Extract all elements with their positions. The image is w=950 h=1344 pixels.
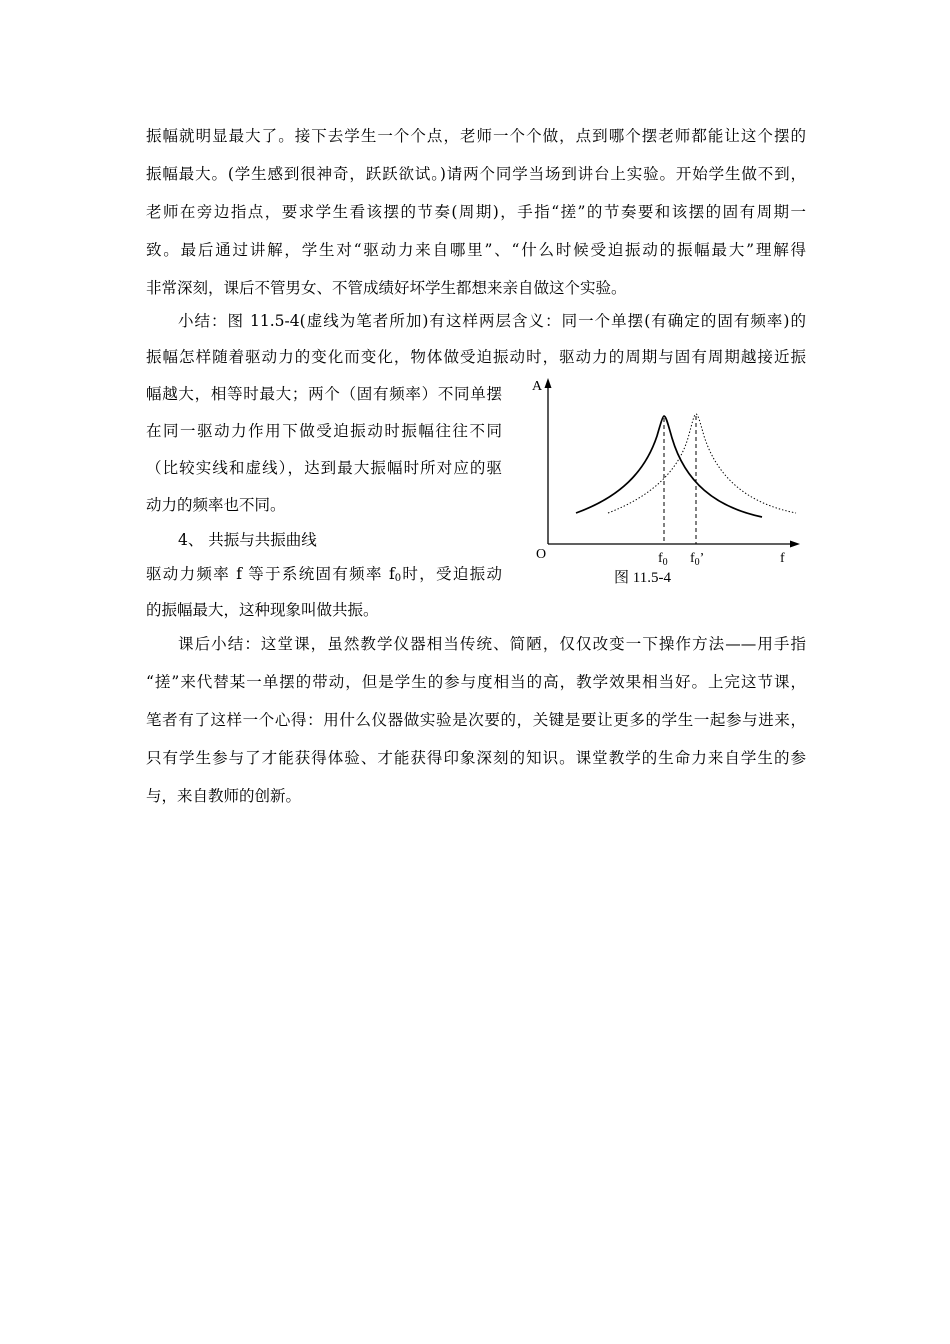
solid-resonance-curve xyxy=(576,416,762,517)
paragraph-line: 笔者有了这样一个心得：用什么仪器做实验是次要的，关键是要让更多的学生一起参与进来， xyxy=(146,711,806,729)
y-axis-arrow xyxy=(545,378,552,388)
paragraph-line: （比较实线和虚线），达到最大振幅时所对应的驱 xyxy=(146,459,502,477)
paragraph-line: 振幅怎样随着驱动力的变化而变化，物体做受迫振动时，驱动力的周期与固有周期越接近振 xyxy=(146,348,806,366)
paragraph-line: 课后小结：这堂课，虽然教学仪器相当传统、简陋，仅仅改变一下操作方法——用手指 xyxy=(178,635,806,653)
figure-caption: 图 11.5-4 xyxy=(614,570,671,586)
x-axis-arrow xyxy=(790,541,800,548)
paragraph-line: 的振幅最大，这种现象叫做共振。 xyxy=(146,601,379,619)
definition-text: 时，受迫振动 xyxy=(401,565,502,583)
paragraph-line: 致。最后通过讲解，学生对“驱动力来自哪里”、“什么时候受迫振动的振幅最大”理解得 xyxy=(146,241,806,259)
resonance-curve-figure xyxy=(530,372,810,572)
f0-label xyxy=(658,551,668,568)
paragraph-line: 振幅就明显最大了。接下去学生一个个点，老师一个个做，点到哪个摆老师都能让这个摆的 xyxy=(146,127,806,145)
f0-prime-label-sub: 0 xyxy=(694,557,700,568)
section-heading: 4、 共振与共振曲线 xyxy=(178,531,317,549)
paragraph-line: 动力的频率也不同。 xyxy=(146,496,286,514)
paragraph-line: 与，来自教师的创新。 xyxy=(146,787,302,805)
definition-text: 驱动力频率 f 等于系统固有频率 f xyxy=(146,565,395,583)
dotted-resonance-curve xyxy=(608,414,796,513)
paragraph-line: 在同一驱动力作用下做受迫振动时振幅往往不同 xyxy=(146,422,502,440)
paragraph-line: 幅越大，相等时最大；两个（固有频率）不同单摆 xyxy=(146,385,502,403)
f0-label-sub: 0 xyxy=(662,557,668,568)
y-axis-label: A xyxy=(532,379,543,394)
resonance-definition-line xyxy=(146,564,502,589)
definition-subscript: 0 xyxy=(394,573,402,584)
paragraph-line: 只有学生参与了才能获得体验、才能获得印象深刻的知识。课堂教学的生命力来自学生的参 xyxy=(146,749,806,767)
paragraph-line: “搓”来代替某一单摆的带动，但是学生的参与度相当的高，教学效果相当好。上完这节课， xyxy=(146,673,806,691)
f0-prime-label-base: f xyxy=(690,551,695,566)
paragraph-line: 非常深刻，课后不管男女、不管成绩好坏学生都想来亲自做这个实验。 xyxy=(146,279,627,297)
paragraph-line: 振幅最大。(学生感到很神奇，跃跃欲试。)请两个同学当场到讲台上实验。开始学生做不到， xyxy=(146,165,806,183)
origin-label: O xyxy=(536,547,547,562)
f0-label-base: f xyxy=(658,551,663,566)
f0-prime-label-mark: ’ xyxy=(699,551,705,566)
paragraph-line: 老师在旁边指点，要求学生看该摆的节奏(周期)，手指“搓”的节奏要和该摆的固有周期一 xyxy=(146,203,806,221)
paragraph-line: 小结：图 11.5-4(虚线为笔者所加)有这样两层含义：同一个单摆(有确定的固有频率)的 xyxy=(178,312,806,330)
x-axis-label: f xyxy=(780,551,785,566)
f0-prime-label xyxy=(690,551,704,568)
